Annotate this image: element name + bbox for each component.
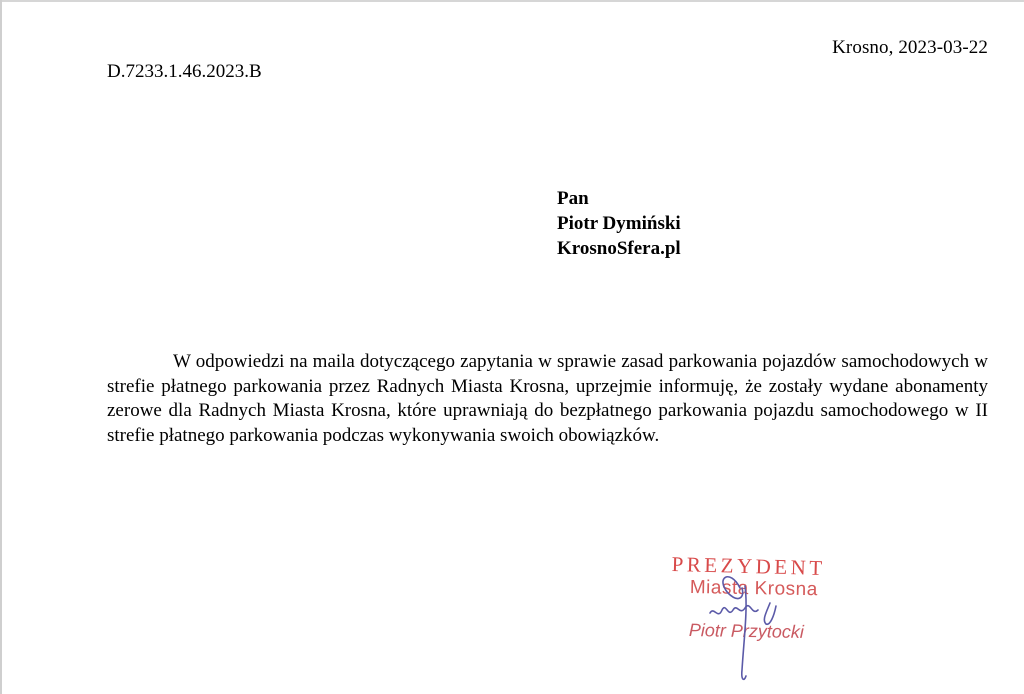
place-and-date: Krosno, 2023-03-22 <box>832 37 988 58</box>
page-top-edge <box>0 0 1024 2</box>
stamp-title: PREZYDENT <box>671 552 826 581</box>
addressee-salutation: Pan <box>557 188 589 209</box>
page-left-edge <box>0 0 2 694</box>
stamp-signatory: Piotr Przytocki <box>688 620 805 643</box>
addressee-organization: KrosnoSfera.pl <box>557 238 681 259</box>
addressee-name: Piotr Dymiński <box>557 213 681 234</box>
stamp-subtitle: Miasta Krosna <box>689 577 818 601</box>
reference-number: D.7233.1.46.2023.B <box>107 61 262 82</box>
letter-body: W odpowiedzi na maila dotyczącego zapytania w sprawie zasad parkowania pojazdów samochodowych w strefie płatnego parkowania przez Radnych Miasta Krosna, uprzejmie informuję, że zostały wydane abonamenty zerowe dla Radnych Miasta Krosna, które uprawniają do bezpłatnego parkowania pojazdu samochodowego w II strefie płatnego parkowania podczas wykonywania swoich obowiązków. <box>107 351 988 446</box>
official-stamp <box>672 552 872 682</box>
addressee-block <box>557 186 681 261</box>
